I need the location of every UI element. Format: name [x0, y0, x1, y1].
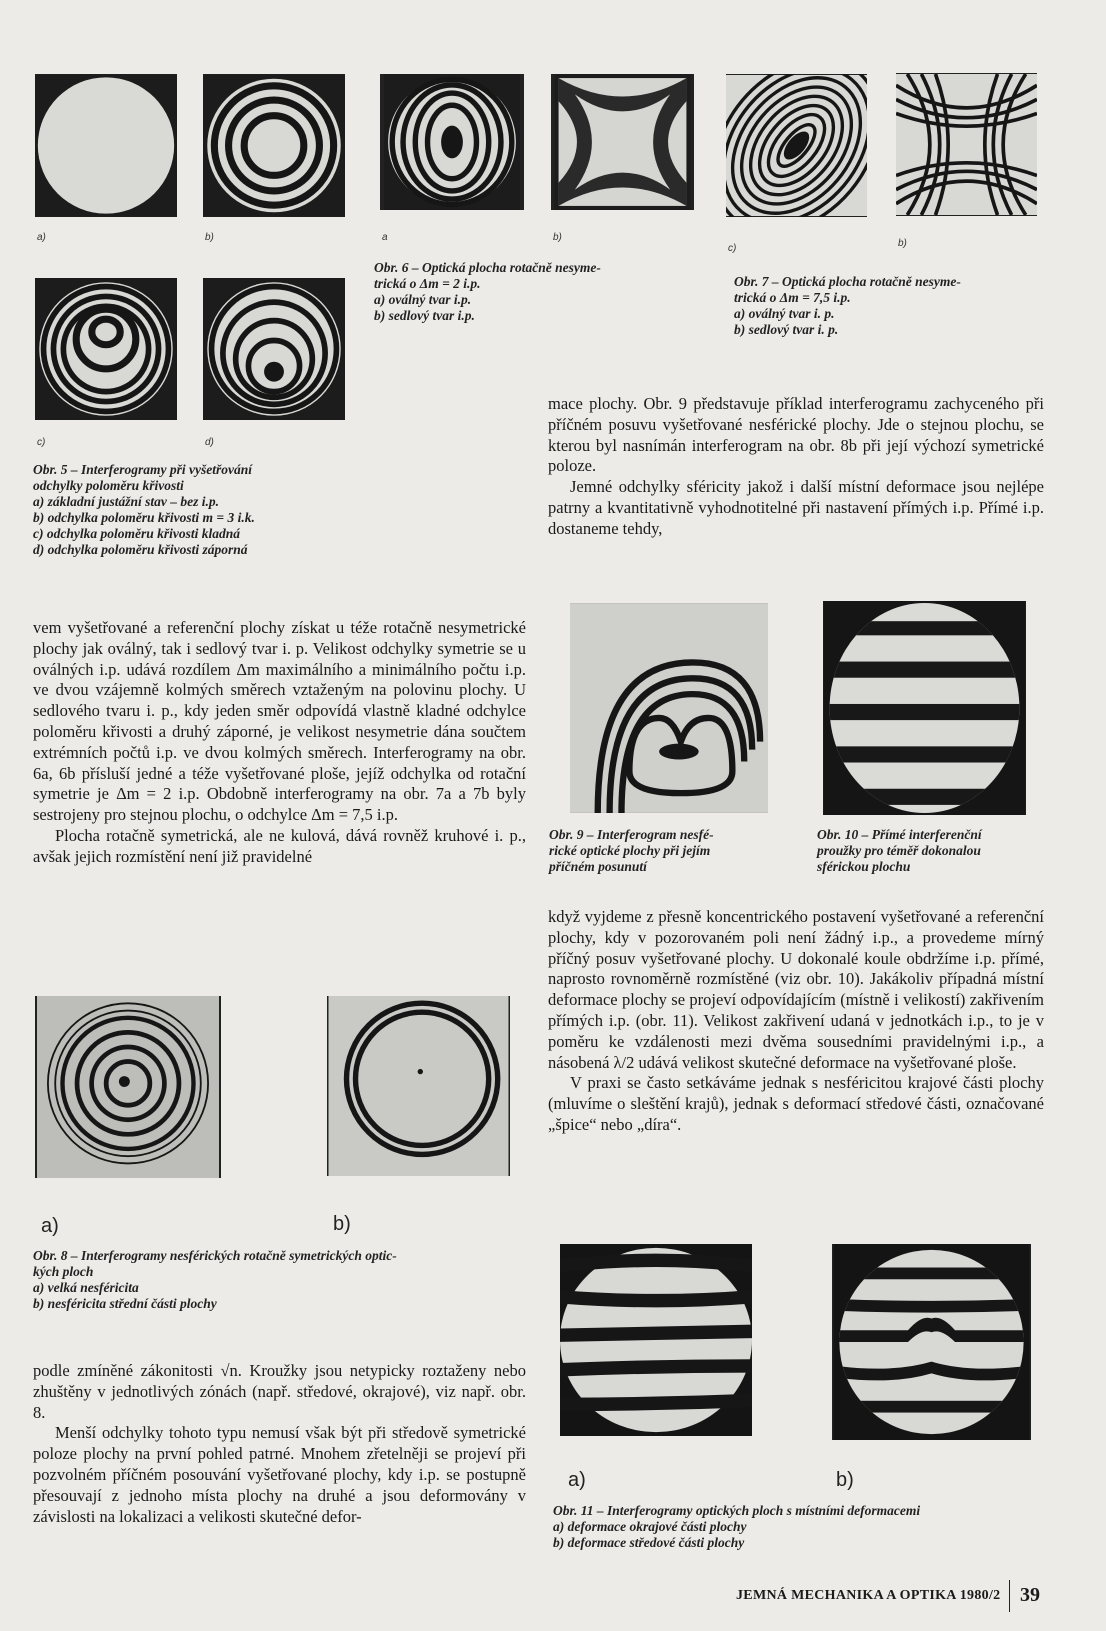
- fig7b-image: [896, 73, 1037, 216]
- fig6-label-a: a: [382, 232, 388, 243]
- fig5-label-c: c): [37, 437, 46, 448]
- fig7-caption: Obr. 7 – Optická plocha rotačně nesyme- trická o Δm = 7,5 i.p. a) oválný tvar i. p. b) sedlový tvar i. p.: [734, 274, 961, 337]
- fig5-label-b: b): [205, 232, 214, 243]
- fig6b-image: [551, 74, 694, 210]
- fig11-label-b: b): [836, 1469, 854, 1491]
- body-text-left-mid: vem vyšetřované a referenční plochy získat u téže rotačně nesymetrické plochy jak oválný, tak i sedlový tvar i. p. Velikost odchylky symetrie se u oválných i.p. udává rozdílem Δm maximálního a minimálního počtu i.p. ve dvou vzájemně kolmých směrech vztaženým na polovinu plochy. U sedlového tvaru i. p., kdy jeden směr odpovídá vlastně kladné odchylce poloměru křivosti a druhý záporné, je velikost nesymetrie dána součtem extrémních počtů i.p. ve dvou kolmých směrech. Interferogramy na obr. 6a, 6b přísluší jedné a téže vyšetřované ploše, jejíž odchylka od rotační symetrie je Δm = 2 i.p. Obdobně interferogramy na obr. 7a a 7b byly sestrojeny pro stejnou plochu, o odchylce Δm = 7,5 i.p. Plocha rotačně symetrická, ale ne kulová, dává rovněž kruhové i. p., avšak jejich rozmístění není již pravidelné: [33, 618, 526, 866]
- fig5-label-a: a): [37, 232, 46, 243]
- fig8a-image: [35, 996, 221, 1178]
- fig6-caption: Obr. 6 – Optická plocha rotačně nesyme- trická o Δm = 2 i.p. a) oválný tvar i.p. b) sedlový tvar i.p.: [374, 260, 601, 323]
- fig8-caption: Obr. 8 – Interferogramy nesférických rotačně symetrických optic- kých ploch a) velká nesféricita b) nesféricita střední části plochy: [33, 1248, 397, 1311]
- body-text-right-mid: když vyjdeme z přesně koncentrického postavení vyšetřované a referenční plochy, kdy v pozorovaném poli není žádný i.p., a provedeme mírný příčný posuv vyšetřované plochy. U dokonalé koule obdržíme i.p. přímé, naprosto rovnoměrně rozmístěné (viz obr. 10). Jakákoliv případná místní deformace plochy se projeví odpovídajícím (místně i velikostí) zakřivením přímých i.p. (obr. 11). Velikost zakřivení udaná v jednotkách i.p., to je v poměru ke vzdálenosti mezi dvěma sousedními pravidelnými i.p., a násobená λ/2 udává velikost skutečné deformace na vyšetřované ploše. V praxi se často setkáváme jednak s nesféricitou krajové části plochy (mluvíme o sleštění krajů), jednak s deformací středové části, označované „špice“ nebo „díra“.: [548, 907, 1044, 1134]
- fig11b-image: [832, 1244, 1031, 1440]
- fig5-label-d: d): [205, 437, 214, 448]
- fig10-image: [823, 601, 1026, 815]
- fig10-caption: Obr. 10 – Přímé interferenční proužky pro téměř dokonalou sférickou plochu: [817, 827, 982, 874]
- fig6a-image: [380, 74, 524, 210]
- fig11-caption: Obr. 11 – Interferogramy optických ploch s místními deformacemi a) deformace okrajové části plochy b) deformace středové části plochy: [553, 1503, 921, 1550]
- fig7-label-a: c): [728, 243, 737, 254]
- fig7a-image: [726, 74, 867, 217]
- fig11a-image: [560, 1244, 752, 1436]
- fig5c-image: [35, 278, 177, 420]
- fig7-label-b: b): [898, 238, 907, 249]
- fig6-label-b: b): [553, 232, 562, 243]
- page-number: 39: [1020, 1584, 1040, 1606]
- body-text-right-top: mace plochy. Obr. 9 představuje příklad interferogramu zachyceného při příčném posuvu vyšetřované nesférické plochy. Jde o stejnou plochu, se kterou byl nasnímán interferogram na obr. 8b při její výchozí symetrické poloze. Jemné odchylky sféricity jakož i další místní deformace jsou nejlépe patrny a kvantitativně vyhodnotitelné při nastavení přímých i.p. Přímé i.p. dostaneme tehdy,: [548, 394, 1044, 538]
- journal-footer: JEMNÁ MECHANIKA A OPTIKA 1980/2: [736, 1588, 1001, 1603]
- body-text-left-bottom: podle zmíněné zákonitosti √n. Kroužky jsou netypicky roztaženy nebo zhuštěny v jednotlivých zónách (např. středové, okrajové), viz např. obr. 8. Menší odchylky tohoto typu nemusí však být při středově symetrické poloze plochy na první pohled patrné. Mnohem zřetelněji se projeví při pozvolném příčném posouvání vyšetřované plochy, kdy i.p. se postupně přesouvají z jednoho místa plochy na druhé a jsou deformovány v závislosti na lokalizaci a velikosti skutečné defor-: [33, 1361, 526, 1526]
- fig8-label-b: b): [333, 1213, 351, 1235]
- fig8-label-a: a): [41, 1215, 59, 1237]
- fig5-caption: Obr. 5 – Interferogramy při vyšetřování odchylky poloměru křivosti a) základní justážní stav – bez i.p. b) odchylka poloměru křivosti m = 3 i.k. c) odchylka poloměru křivosti kladná d) odchylka poloměru křivosti záporná: [33, 462, 255, 557]
- fig5d-image: [203, 278, 345, 420]
- fig11-label-a: a): [568, 1469, 586, 1491]
- fig8b-image: [327, 996, 510, 1176]
- fig9-caption: Obr. 9 – Interferogram nesfé- rické optické plochy při jejím příčném posunutí: [549, 827, 714, 874]
- footer-separator: [1009, 1580, 1010, 1612]
- fig5a-image: [35, 74, 177, 217]
- fig5b-image: [203, 74, 345, 217]
- fig9-image: [570, 603, 768, 813]
